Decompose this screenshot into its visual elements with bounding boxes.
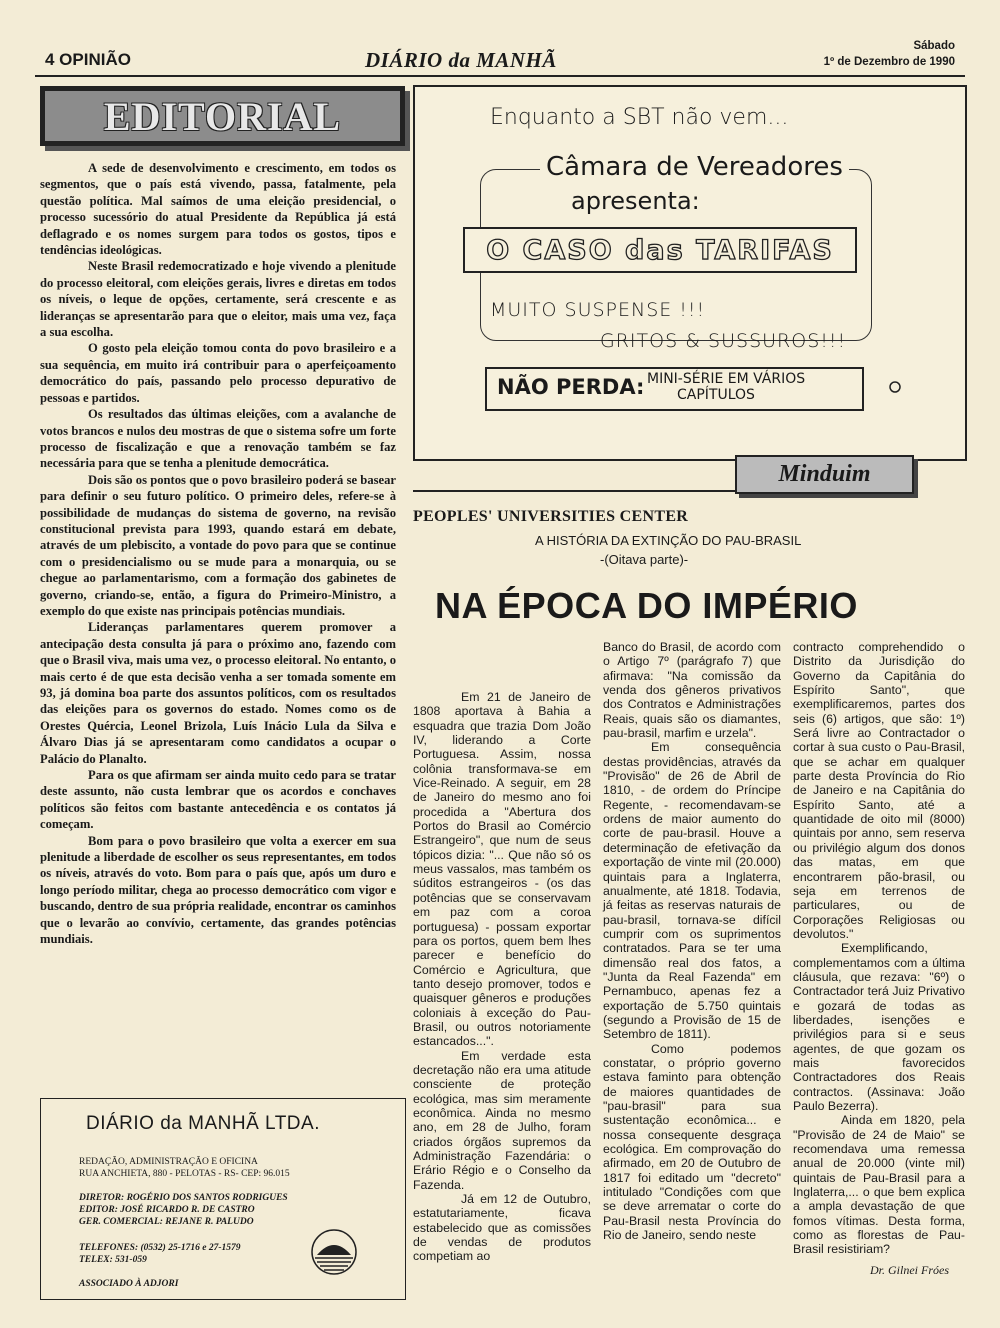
article-paragraph: Como podemos constatar, o próprio governo estava faminto para obtenção de maiores quantidades de "pau-brasil" para sua sustentação econômica... e nossa consequente desgraça ecológica. Em comprovação do afirmado, em 20 de Outubro de 1817 foi editado um "decreto" intitulado "Condições com que se deve arrematar o corte do Pau-Brasil nesta Província do Rio de Janeiro, sendo neste — [603, 1041, 781, 1243]
editorial-paragraph: O gosto pela eleição tomou conta do povo brasileiro e a sua sequência, em muito irá contribuir para o aperfeiçoamento democrático do país, passando pelo processo depurativo de pessoas e partidos. — [40, 341, 396, 405]
mini-serie-text — [647, 371, 805, 403]
company-manager: GER. COMERCIAL: REJANE R. PALUDO — [79, 1217, 254, 1227]
sunrise-logo-icon — [309, 1227, 359, 1277]
cartoon-banner — [485, 367, 864, 411]
nao-perda-label: NÃO PERDA: — [497, 375, 645, 399]
cartoon-line: apresenta: — [565, 187, 706, 215]
minduim-rule — [413, 490, 736, 492]
editorial-paragraph: Para os que afirmam ser ainda muito cedo para se tratar deste assunto, não custa lembrar que os acordos e conchaves políticos são feitos com bastante antecedência e os contatos já começam. — [40, 768, 396, 832]
company-address-line: REDAÇÃO, ADMINISTRAÇÃO E OFICINA — [79, 1157, 258, 1167]
editorial-body — [40, 160, 396, 1055]
editorial-title: EDITORIAL — [103, 93, 342, 139]
cartoon-text: GRITOS & SUSSUROS!!! — [600, 330, 847, 352]
article-paragraph: Banco do Brasil, de acordo com o Artigo 7º (parágrafo 7) que afirmava: "Na comissão da venda dos gêneros privativos dos Contratos e Administrações Reais, quais são os diamantes, pau-brasil, marfim e urzela". — [603, 640, 781, 741]
article-subtitle: A HISTÓRIA DA EXTINÇÃO DO PAU-BRASIL — [535, 533, 802, 548]
cartoonist-label — [735, 455, 914, 494]
editorial-paragraph: Lideranças parlamentares querem promover a antecipação desta consulta já para o próximo ano, fazendo com que o Brasil viva, mais uma vez, o processo eleitoral. No entanto, o mais certo é de que esta decisão venha a ser tomada somente em 93, já domina boa parte dos assuntos políticos, com os resultados das eleições para os governos do estado. Nomes como os de Orestes Quércia, Leonel Brizola, Luís Inácio Lula da Silva e Álvaro Dias já se apresentaram como candidatos a ocupar o Palácio do Planalto. — [40, 620, 396, 766]
masthead — [35, 38, 965, 78]
date: 1º de Dezembro de 1990 — [823, 56, 955, 68]
cartoon-line: Enquanto a SBT não vem... — [490, 105, 789, 130]
cartoonist-name: Minduim — [778, 461, 871, 487]
article-byline: Dr. Gilnei Fróes — [870, 1263, 949, 1277]
mini-serie-line: CAPÍTULOS — [677, 387, 755, 403]
company-phones: TELEFONES: (0532) 25-1716 e 27-1579 — [79, 1243, 241, 1253]
editorial-header-plate — [43, 89, 402, 143]
cartoon-title-box — [463, 227, 857, 273]
cartoon-scribble-icon — [887, 379, 903, 395]
article-column-3 — [793, 640, 965, 1257]
article-part: -(Oitava parte)- — [600, 552, 689, 567]
company-address-line: RUA ANCHIETA, 880 - PELOTAS - RS- CEP: 96.015 — [79, 1169, 290, 1179]
editorial-paragraph: Dois são os pontos que o povo brasileiro poderá se basear para definir o seu futuro político. O primeiro deles, refere-se à possibilidade de mudanças do sistema de governo, na revisão constitucional prevista para 1993, quando estará em debate, através de um plebiscito, a vontade do povo para que se continue com o presidencialismo ou se mude para a monarquia, ou se chegue ao parlamentarismo, com a formação dos gabinetes de governo, criando-se, então, a figura do Primeiro-Ministro, a exemplo do que existe nas principais potências mundiais. — [40, 472, 396, 618]
newspaper-title: DIÁRIO da MANHÃ — [365, 48, 557, 72]
cartoon-title: O CASO das TARIFAS — [486, 234, 834, 266]
editorial-header — [40, 86, 405, 146]
article-headline: NA ÉPOCA DO IMPÉRIO — [435, 585, 858, 626]
company-editor: EDITOR: JOSÉ RICARDO R. DE CASTRO — [79, 1205, 255, 1215]
article-column-1 — [413, 690, 591, 1290]
issue-date — [824, 38, 955, 70]
article-paragraph: Exemplificando, complementamos com a última cláusula, que rezava: "6º) o Contractador terá Juiz Privativo e gozará de todas as liberdades, isenções e privilégios para si e seus agentes, de que gozam os mais favorecidos Contractadores dos Reais contractos. (Assinava: João Paulo Bezerra). — [793, 941, 965, 1113]
editorial-paragraph: Bom para o povo brasileiro que volta a exercer em sua plenitude a liberdade de escolher os seus representantes, em todos os níveis, através do voto. Bom para o país que, após um duro e longo período militar, chega ao processo democrático com vigor e buscando, dentro de sua própria realidade, encontrar os caminhos que o levarão ao convívio, certamente, das grandes potências mundiais. — [40, 833, 396, 947]
article-paragraph: Em 21 de Janeiro de 1808 aportava à Bahia a esquadra que trazia Dom João IV, liderando a Corte Portuguesa. Assim, nossa colônia transformava-se em Vice-Reinado. A seguir, em 28 de Janeiro do mesmo ano foi procedida a "Abertura dos Portos do Brasil ao Comércio Estrangeiro", que num de seus tópicos dizia: "... Que não só os meus vassalos, mas também os súditos estrangeiros - (os das potências que se conservavam em paz com a coroa portuguesa) - possam exportar para os portos, quem bem lhes parecer e benefício do Comércio e Agricultura, que tanto desejo promover, todos e quaisquer gêneros e produções coloniais à exceção do Pau-Brasil, ou outros notoriamente estancados...". — [413, 690, 591, 1049]
company-telex: TELEX: 531-059 — [79, 1255, 147, 1265]
article-paragraph: Em consequência destas providências, através da "Provisão" de 26 de Abril de 1810, - de ordem do Príncipe Regente, - recomendavam-se ordens de maior aumento do corte de pau-brasil. Houve a determinação de efetivação da exportação de vinte mil (20.000) quintais para a Inglaterra, anualmente, até 1818. Todavia, já feitas as reservas naturais de pau-brasil, tornava-se difícil cumprir com os suprimentos contratados. Para se ter uma dimensão real dos fatos, a "Junta da Real Fazenda" em Pernambuco, apenas fez a exportação de 5.750 quintais (segundo a Provisão de 15 de Setembro de 1811). — [603, 740, 781, 1042]
article-paragraph: Já em 12 de Outubro, estatutariamente, ficava estabelecido que as comissões de vendas de produtos competiam ao — [413, 1192, 591, 1264]
cartoon-line: Câmara de Vereadores — [540, 152, 849, 182]
cartoon — [413, 85, 967, 461]
company-box — [40, 1098, 406, 1300]
masthead-rule — [35, 75, 965, 77]
section-label: 4 OPINIÃO — [45, 50, 131, 69]
article-paragraph: contracto comprehendido o Distrito da Jurisdição do Governo da Capitânia do Espírito Santo", que exemplificaremos, partes dos seis (6) artigos, que são: 1º) Será livre ao Contractador o cortar à sua custo o Pau-Brasil, que se achar em qualquer parte desta Província do Rio de Janeiro e na Capitânia do Espírito Santo, até a quantidade de oito mil (8000) quintais por anno, sem reserva ou privilégio algum dos donos das matas, em que encontrarem pão-brasil, ou seja em terrenos de particulares, ou de Corporações Religiosas ou devolutos." — [793, 640, 965, 941]
company-director: DIRETOR: ROGÉRIO DOS SANTOS RODRIGUES — [79, 1193, 288, 1203]
editorial-paragraph: A sede de desenvolvimento e crescimento, em todos os segmentos, que o país está vivendo, passa, fatalmente, pela questão política. Mal saímos de uma eleição presidencial, o processo sucessório do atual Presidente da República já está deflagrado e os nomes surgem para todos os gostos, tipos e tendências ideológicas. — [40, 161, 396, 258]
cartoon-text: MUITO SUSPENSE !!! — [490, 299, 706, 321]
article-kicker: PEOPLES' UNIVERSITIES CENTER — [413, 508, 689, 525]
article-paragraph: Em verdade esta decretação não era uma atitude consciente de proteção ecológica, mas sim meramente econômica. Ainda no mesmo ano, em 28 de Julho, foram criados órgãos supremos da Administração Fazendária: o Erário Régio e o Conselho da Fazenda. — [413, 1048, 591, 1192]
weekday: Sábado — [913, 40, 955, 52]
editorial-paragraph: Os resultados das últimas eleições, com a avalanche de votos brancos e nulos deu mostras de que o sistema sofre um forte processo de fiscalização e que a renovação também se faz necessária para que se tenha a plenitude democrática. — [40, 407, 396, 471]
company-associated: ASSOCIADO À ADJORI — [79, 1279, 179, 1289]
mini-serie-line: MINI-SÉRIE EM VÁRIOS — [647, 371, 806, 387]
article-column-2 — [603, 640, 781, 1295]
article-paragraph: Ainda em 1820, pela "Provisão de 24 de Maio" se recomendava uma remessa anual de 20.000 (vinte mil) quintais de Pau-Brasil para a Inglaterra,... o que bem explica a ampla devastação de que fomos vítimas. Desta forma, como as florestas de Pau-Brasil resistiriam? — [793, 1113, 965, 1257]
editorial-paragraph: Neste Brasil redemocratizado e hoje vivendo a plenitude do processo eleitoral, com eleições gerais, livres e diretas em todos os níveis, o leque de opções, certamente, será crescente e as lideranças se apresentarão para que o eleitor, mais uma vez, faça a sua escolha. — [40, 259, 396, 340]
company-name: DIÁRIO da MANHÃ LTDA. — [86, 1113, 320, 1134]
